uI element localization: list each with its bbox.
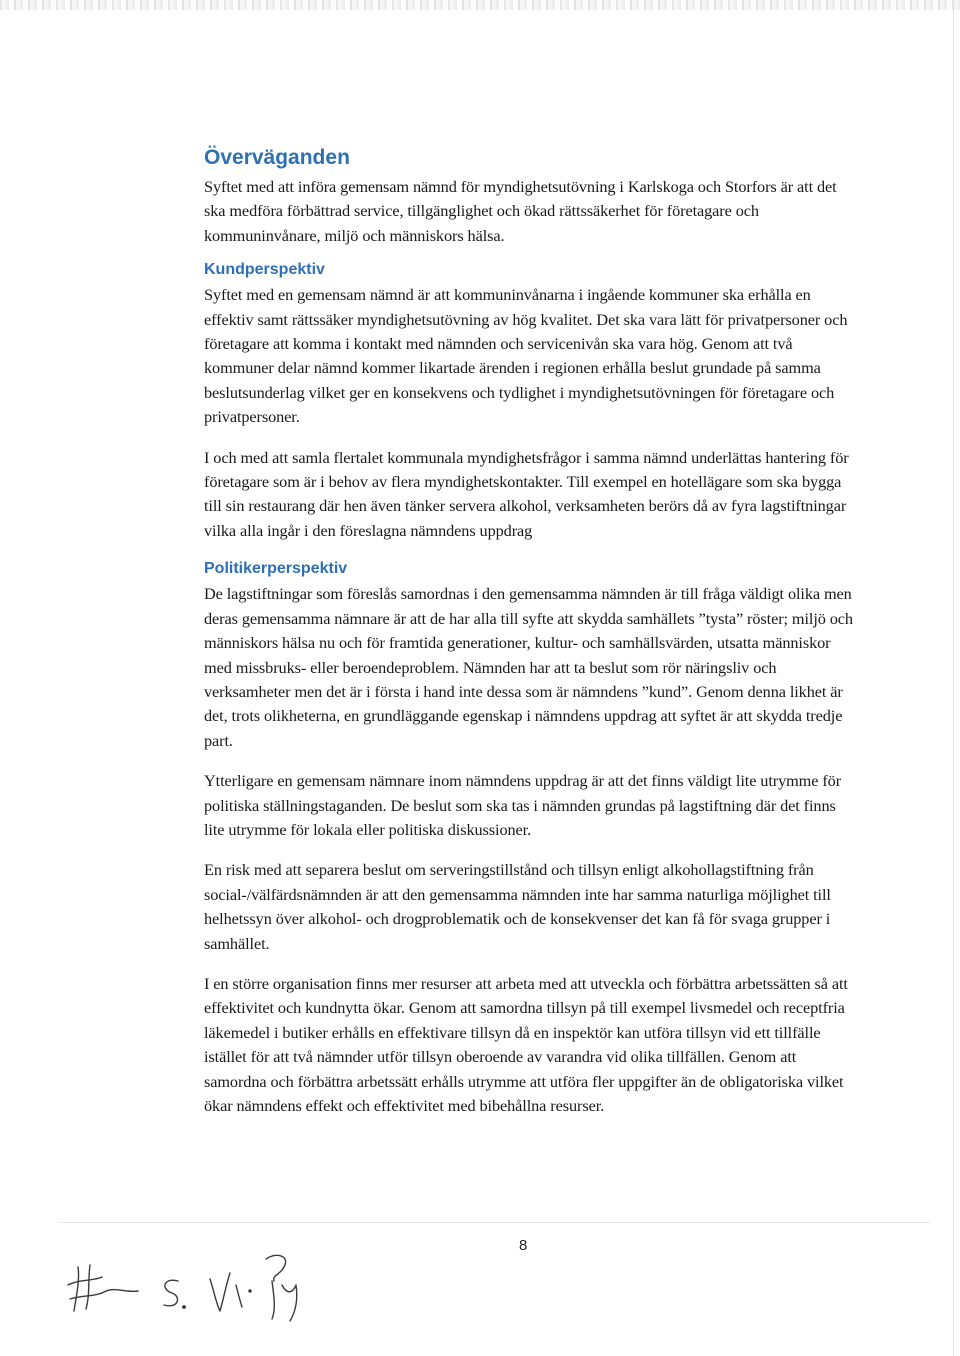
policy-paragraph-4: I en större organisation finns mer resurser att arbeta med att utveckla och förbättra arbetssätten så att effektivitet och kundnytta ökar. Genom att samordna tillsyn på till exempel livsmedel och receptfria läkemedel i butiker erhålls en effektivare tillsyn då en inspektör kan utföra tillsyn vid ett tillfälle istället för att två nämnder utför tillsyn oberoende av varandra vid olika tillfällen. Genom att samordna och förbättra arbetssätt erhålls utrymme att utföra fler uppgifter än de obligatoriska vilket ökar nämndens effekt och effektivitet med bibehållna resurser. <box>204 973 848 1115</box>
section-heading: Överväganden <box>204 146 350 169</box>
intro-paragraph: Syftet med att införa gemensam nämnd för myndighetsutövning i Karlskoga och Storfors är att det ska medföra förbättrad service, tillgänglighet och ökad rättssäkerhet för företagare och kommuninvånare, miljö och människors hälsa. <box>204 177 837 245</box>
document-body <box>204 145 854 1118</box>
page-number: 8 <box>519 1237 528 1254</box>
handwritten-initials <box>60 1245 320 1325</box>
policy-paragraph-2: Ytterligare en gemensam nämnare inom nämndens uppdrag är att det finns väldigt lite utrymme för politiska ställningstaganden. De beslut som ska tas i nämnden grundas på lagstiftning där det finns lite utrymme för lokala eller politiska diskussioner. <box>204 771 842 839</box>
customer-paragraph-1: Syftet med en gemensam nämnd är att kommuninvånarna i ingående kommuner ska erhålla en effektiv samt rättssäker myndighetsutövning av hög kvalitet. Det ska vara lätt för privatpersoner och företagare att komma i kontakt med nämnden och servicenivån ska vara hög. Genom att två kommuner delar nämnd kommer likartade ärenden i regionen erhålla beslut grundade på samma beslutsunderlag vilket ger en konsekvens och tydlighet i myndighetsutövningen för företagare och privatpersoner. <box>204 285 848 427</box>
policy-perspective-heading: Politikerperspektiv <box>204 560 348 578</box>
customer-perspective-heading: Kundperspektiv <box>204 261 325 279</box>
scan-edge <box>0 0 960 10</box>
footer-divider <box>60 1222 930 1223</box>
policy-paragraph-3: En risk med att separera beslut om serveringstillstånd och tillsyn enligt alkohollagstiftning från social-/välfärdsnämnden är att den gemensamma nämnden inte har samma naturliga möjlighet till helhetssyn över alkohol- och drogproblematik och de konsekvenser det kan få för svaga grupper i samhället. <box>204 860 831 953</box>
policy-paragraph-1: De lagstiftningar som föreslås samordnas i den gemensamma nämnden är till fråga väldigt olika men deras gemensamma nämnare är att de har alla till syfte att skydda samhällets ”tysta” röster; miljö och människors hälsa nu och för framtida generationer, kultur- och samhällsvärden, utsatta människor med missbruks- eller beroendeproblem. Nämnden har att ta beslut som rör näringsliv och verksamheter men det är i första i hand inte dessa som är nämndens ”kund”. Genom denna likhet är det, trots olikheterna, en grundläggande egenskap i nämndens uppdrag att syftet är att skydda tredje part. <box>204 584 853 750</box>
customer-paragraph-2: I och med att samla flertalet kommunala myndighetsfrågor i samma nämnd underlättas hantering för företagare som är i behov av flera myndighetskontakter. Till exempel en hotellägare som ska bygga till sin restaurang där hen även tänker servera alkohol, verksamheten berörs då av fyra lagstiftningar vilka alla ingår i den föreslagna nämndens uppdrag <box>204 447 849 540</box>
scan-margin-line <box>953 0 954 1356</box>
